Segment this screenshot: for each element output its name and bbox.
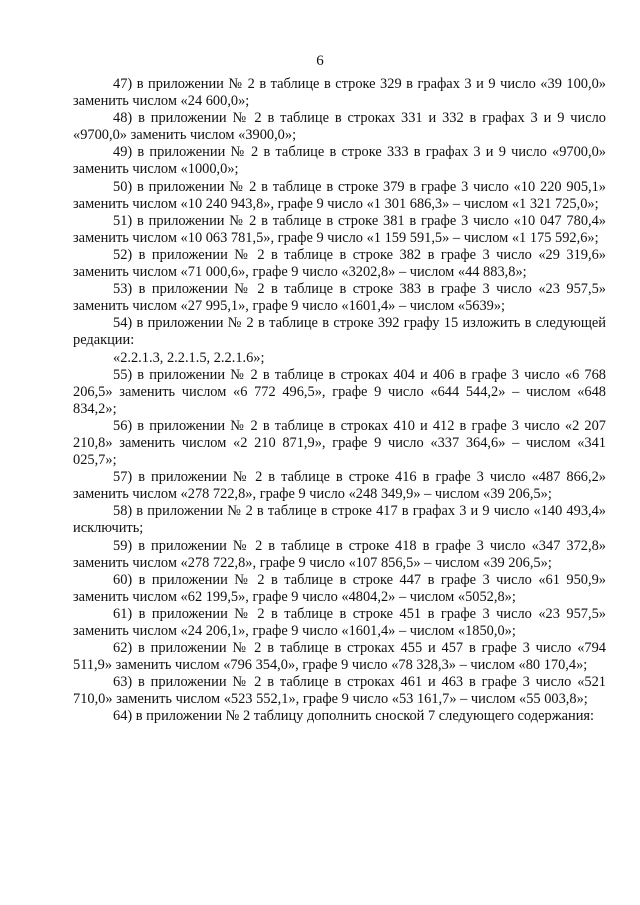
paragraph-item-51: 51) в приложении № 2 в таблице в строке 381 в графе 3 число «10 047 780,4» заменить числом «10 063 781,5», графе 9 число «1 159 591,5» – числом «1 175 592,6»;	[73, 212, 606, 246]
paragraph-item-54: 54) в приложении № 2 в таблице в строке 392 графу 15 изложить в следующей редакции:	[73, 315, 606, 349]
paragraph-item-61: 61) в приложении № 2 в таблице в строке 451 в графе 3 число «23 957,5» заменить числом «24 206,1», графе 9 число «1601,4» – числом «1850,0»;	[73, 605, 606, 639]
paragraph-item-62: 62) в приложении № 2 в таблице в строках 455 и 457 в графе 3 число «794 511,9» заменить числом «796 354,0», графе 9 число «78 328,3» – числом «80 170,4»;	[73, 640, 606, 674]
paragraph-item-57: 57) в приложении № 2 в таблице в строке 416 в графе 3 число «487 866,2» заменить числом «278 722,8», графе 9 число «248 349,9» – числом «39 206,5»;	[73, 469, 606, 503]
paragraph-item-50: 50) в приложении № 2 в таблице в строке 379 в графе 3 число «10 220 905,1» заменить числом «10 240 943,8», графе 9 число «1 301 686,3» – числом «1 321 725,0»;	[73, 178, 606, 212]
paragraph-item-55: 55) в приложении № 2 в таблице в строках 404 и 406 в графе 3 число «6 768 206,5» заменить числом «6 772 496,5», графе 9 число «644 544,2» – числом «648 834,2»;	[73, 366, 606, 417]
paragraph-item-52: 52) в приложении № 2 в таблице в строке 382 в графе 3 число «29 319,6» заменить числом «71 000,6», графе 9 число «3202,8» – числом «44 883,8»;	[73, 246, 606, 281]
paragraph-item-53: 53) в приложении № 2 в таблице в строке 383 в графе 3 число «23 957,5» заменить числом «27 995,1», графе 9 число «1601,4» – числом «5639»;	[73, 281, 606, 315]
page-number: 6	[316, 53, 324, 69]
paragraph-item-48: 48) в приложении № 2 в таблице в строках 331 и 332 в графах 3 и 9 число «9700,0» заменить числом «3900,0»;	[73, 110, 606, 144]
paragraph-item-47: 47) в приложении № 2 в таблице в строке 329 в графах 3 и 9 число «39 100,0» заменить числом «24 600,0»;	[73, 76, 606, 110]
paragraph-item-58: 58) в приложении № 2 в таблице в строке 417 в графах 3 и 9 число «140 493,4» исключить;	[73, 503, 606, 537]
document-body	[73, 76, 606, 726]
paragraph-item-60: 60) в приложении № 2 в таблице в строке 447 в графе 3 число «61 950,9» заменить числом «62 199,5», графе 9 число «4804,2» – числом «5052,8»;	[73, 571, 606, 605]
paragraph-item-63: 63) в приложении № 2 в таблице в строках 461 и 463 в графе 3 число «521 710,0» заменить числом «523 552,1», графе 9 число «53 161,7» – числом «55 003,8»;	[73, 674, 606, 708]
paragraph-item-64: 64) в приложении № 2 таблицу дополнить сноской 7 следующего содержания:	[113, 708, 595, 725]
paragraph-item-59: 59) в приложении № 2 в таблице в строке 418 в графе 3 число «347 372,8» заменить числом «278 722,8», графе 9 число «107 856,5» – числом «39 206,5»;	[73, 537, 606, 571]
paragraph-item-56: 56) в приложении № 2 в таблице в строках 410 и 412 в графе 3 число «2 207 210,8» заменить числом «2 210 871,9», графе 9 число «337 364,6» – числом «341 025,7»;	[73, 417, 606, 469]
paragraph-item-49: 49) в приложении № 2 в таблице в строке 333 в графах 3 и 9 число «9700,0» заменить числом «1000,0»;	[73, 144, 606, 178]
quoted-text: «2.2.1.3, 2.2.1.5, 2.2.1.6»;	[113, 349, 265, 366]
